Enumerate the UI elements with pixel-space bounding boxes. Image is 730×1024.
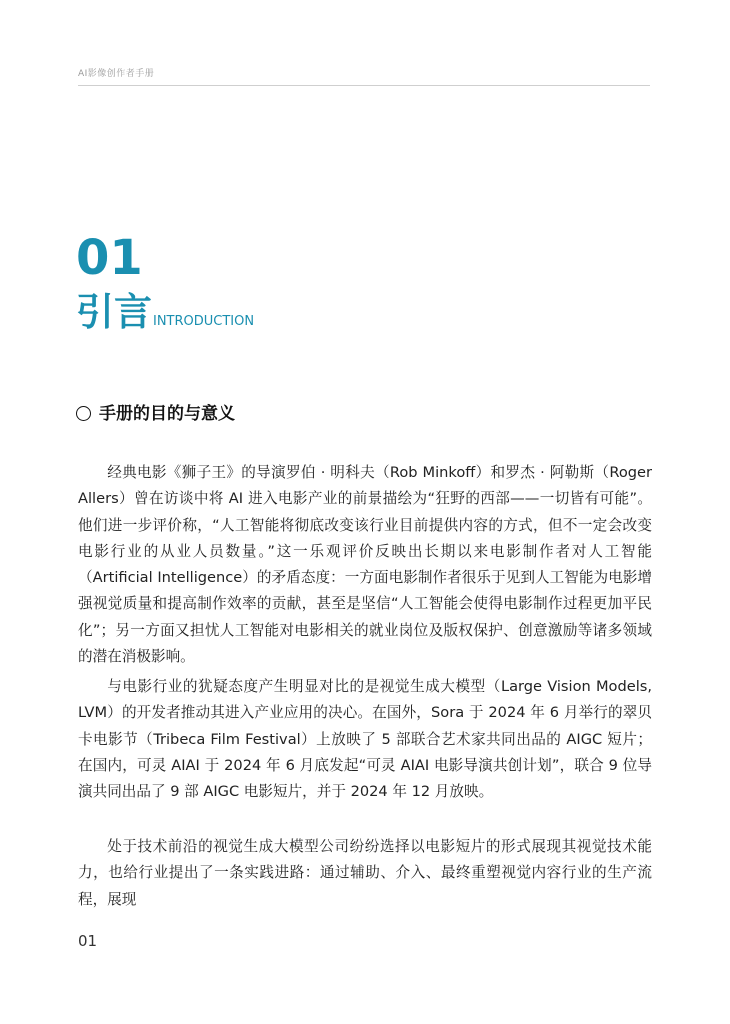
body-paragraph: 与电影行业的犹疑态度产生明显对比的是视觉生成大模型（Large Vision Models, LVM）的开发者推动其进入产业应用的决心。在国外，Sora 于 2024 年 6 月举行的翠贝卡电影节（Tribeca Film Festival）上放映了 5 部联合艺术家共同出品的 AIGC 短片；在国内，可灵 AIAI 于 2024 年 6 月底发起“可灵 AIAI 电影导演共创计划”，联合 9 位导演共同出品了 9 部 AIGC 电影短片，并于 2024 年 12 月放映。 [78,678,652,801]
section-heading [76,402,235,426]
body-paragraph: 经典电影《狮子王》的导演罗伯 · 明科夫（Rob Minkoff）和罗杰 · 阿勒斯（Roger Allers）曾在访谈中将 AI 进入电影产业的前景描绘为“狂野的西部——一切皆有可能”。他们进一步评价称，“人工智能将彻底改变该行业目前提供内容的方式，但不一定会改变电影行业的从业人员数量。”这一乐观评价反映出长期以来电影制作者对人工智能（Artificial Intelligence）的矛盾态度：一方面电影制作者很乐于见到人工智能为电影增强视觉质量和提高制作效率的贡献，甚至是坚信“人工智能会使得电影制作过程更加平民化”；另一方面又担忧人工智能对电影相关的就业岗位及版权保护、创意激励等诸多领域的潜在消极影响。 [78,464,652,666]
header-divider [78,85,650,86]
circle-bullet-icon [76,406,91,421]
body-paragraph: 处于技术前沿的视觉生成大模型公司纷纷选择以电影短片的形式展现其视觉技术能力，也给行业提出了一条实践进路：通过辅助、介入、最终重塑视觉内容行业的生产流程，展现 [78,838,652,908]
chapter-title-english: INTRODUCTION [153,314,255,329]
chapter-title: 引言 [76,290,153,334]
chapter-number: 01 [76,230,143,286]
running-header: AI影像创作者手册 [78,69,155,79]
section-heading-text: 手册的目的与意义 [99,404,235,424]
page-number: 01 [78,932,98,950]
